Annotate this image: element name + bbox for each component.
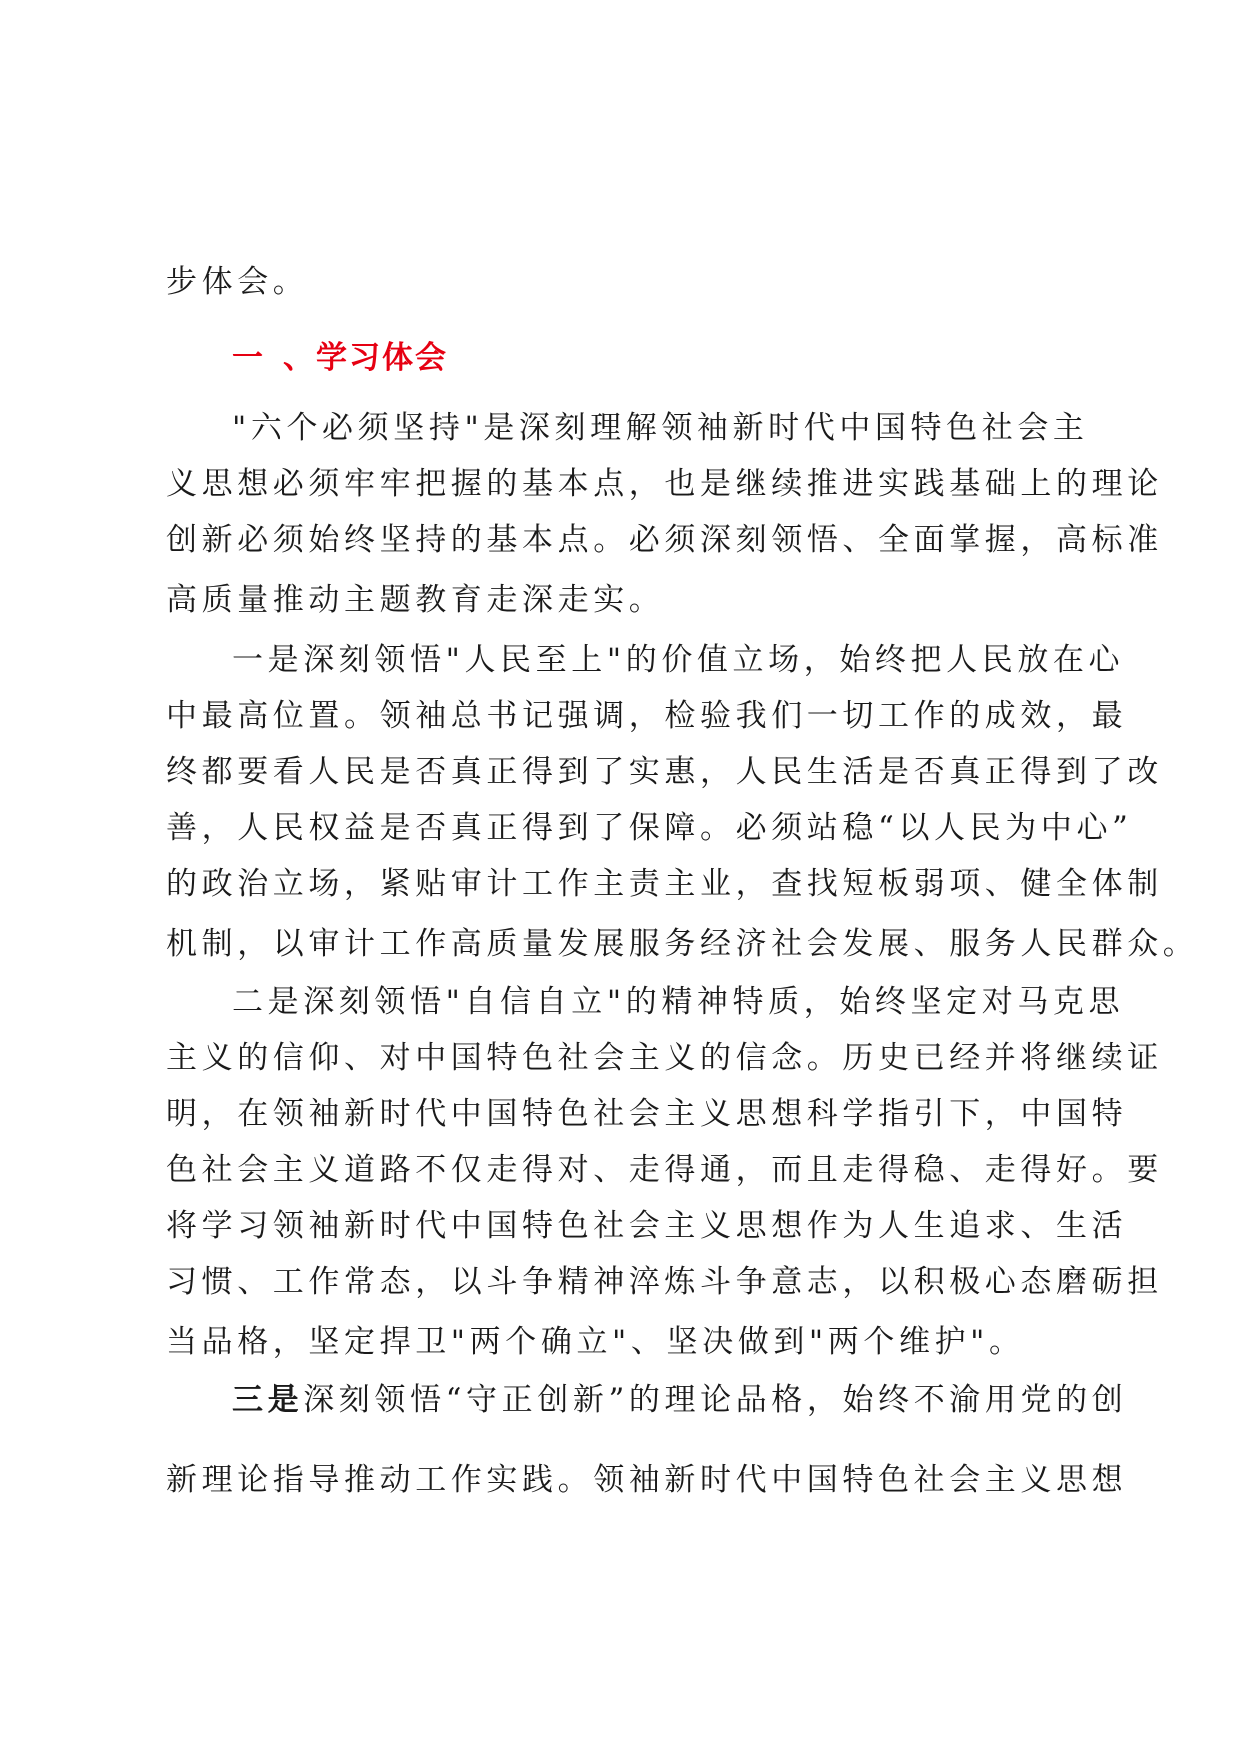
bold-prefix: 三是 <box>232 1382 304 1418</box>
paragraph-line: 将学习领袖新时代中国特色社会主义思想作为人生追求、生活 <box>166 1208 1128 1244</box>
paragraph-line: 习惯、工作常态，以斗争精神淬炼斗争意志，以积极心态磨砺担 <box>166 1264 1163 1300</box>
paragraph-line: 色社会主义道路不仅走得对、走得通，而且走得稳、走得好。要 <box>166 1152 1163 1188</box>
paragraph-line: 二是深刻领悟"自信自立"的精神特质，始终坚定对马克思 <box>232 984 1125 1020</box>
heading-number: 一 <box>232 340 265 376</box>
paragraph-line: 的政治立场，紧贴审计工作主责主业，查找短板弱项、健全体制 <box>166 866 1163 902</box>
section-heading <box>232 338 448 378</box>
paragraph-line: 一是深刻领悟"人民至上"的价值立场，始终把人民放在心 <box>232 642 1125 678</box>
paragraph-line <box>232 1380 1128 1420</box>
paragraph-line: 主义的信仰、对中国特色社会主义的信念。历史已经并将继续证 <box>166 1040 1163 1076</box>
paragraph-line: 终都要看人民是否真正得到了实惠，人民生活是否真正得到了改 <box>166 754 1163 790</box>
paragraph-line: 义思想必须牢牢把握的基本点，也是继续推进实践基础上的理论 <box>166 466 1163 502</box>
paragraph-line: 善，人民权益是否真正得到了保障。必须站稳“以人民为中心” <box>166 810 1133 846</box>
paragraph-line: 明，在领袖新时代中国特色社会主义思想科学指引下，中国特 <box>166 1096 1128 1132</box>
paragraph-line: 新理论指导推动工作实践。领袖新时代中国特色社会主义思想 <box>166 1462 1128 1498</box>
paragraph-line: 当品格，坚定捍卫"两个确立"、坚决做到"两个维护"。 <box>166 1324 1025 1360</box>
heading-text: 、学习体会 <box>283 340 448 376</box>
paragraph-line-text: 深刻领悟“守正创新”的理论品格，始终不渝用党的创 <box>303 1382 1128 1418</box>
paragraph-line: 步体会。 <box>166 264 309 300</box>
paragraph-line: 中最高位置。领袖总书记强调，检验我们一切工作的成效，最 <box>166 698 1128 734</box>
paragraph-line: 机制，以审计工作高质量发展服务经济社会发展、服务人民群众。 <box>166 926 1199 962</box>
paragraph-line: "六个必须坚持"是深刻理解领袖新时代中国特色社会主 <box>232 410 1089 446</box>
paragraph-line: 创新必须始终坚持的基本点。必须深刻领悟、全面掌握，高标准 <box>166 522 1163 558</box>
paragraph-line: 高质量推动主题教育走深走实。 <box>166 582 665 618</box>
